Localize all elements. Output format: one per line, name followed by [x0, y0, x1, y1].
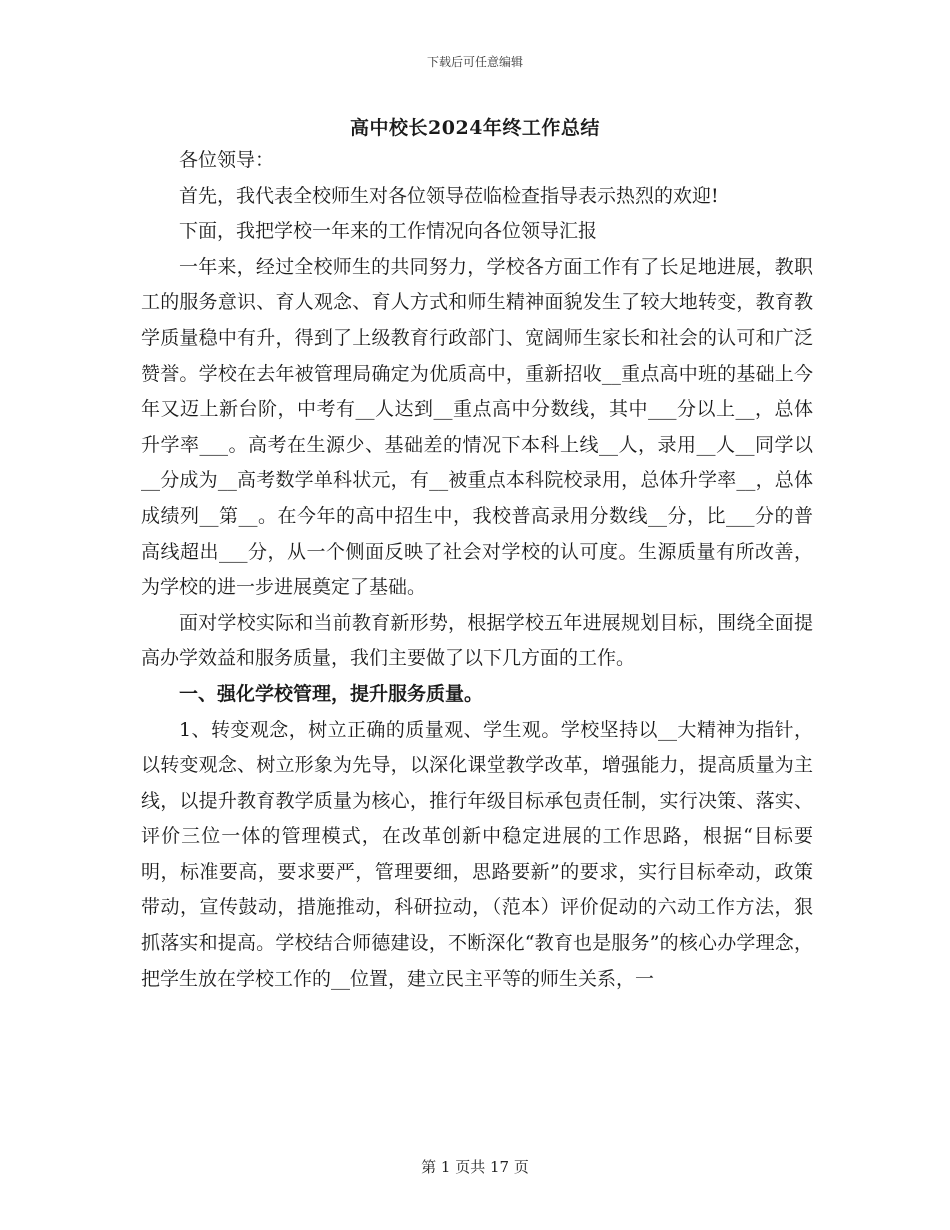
document-title: 高中校长2024年终工作总结 — [350, 117, 600, 139]
achievements-paragraph: 一年来，经过全校师生的共同努力，学校各方面工作有了长足地进展，教职工的服务意识、育人观念、育人方式和师生精神面貌发生了较大地转变，教育教学质量稳中有升，得到了上级教育行政部门、宽阔师生家长和社会的认可和广泛赞誉。学校在去年被管理局确定为优质高中，重新招收__重点高中班的基础上今年又迈上新台阶，中考有__人达到__重点高中分数线，其中___分以上__，总体升学率___。高考在生源少、基础差的情况下本科上线__人，录用__人__同学以__分成为__高考数学单科状元，有__被重点本科院校录用，总体升学率__，总体成绩列__第__。在今年的高中招生中，我校普高录用分数线__分，比___分的普高线超出___分，从一个侧面反映了社会对学校的认可度。生源质量有所改善，为学校的进一步进展奠定了基础。 — [141, 255, 813, 599]
section-heading: 一、强化学校管理，提升服务质量。 — [179, 682, 484, 705]
page-number-footer: 第 1 页共 17 页 — [421, 1158, 529, 1176]
overview-paragraph: 面对学校实际和当前教育新形势，根据学校五年进展规划目标，围绕全面提高办学效益和服务质量，我们主要做了以下几方面的工作。 — [141, 611, 813, 670]
salutation-paragraph: 各位领导： — [179, 149, 275, 171]
section-point-paragraph: 1、转变观念，树立正确的质量观、学生观。学校坚持以__大精神为指针，以转变观念、树立形象为先导，以深化课堂教学改革，增强能力，提高质量为主线，以提升教育教学质量为核心，推行年级目标承包责任制，实行决策、落实、评价三位一体的管理模式，在改革创新中稳定进展的工作思路，根据“目标要明，标准要高，要求要严，管理要细，思路要新”的要求，实行目标牵动，政策带动，宣传鼓动，措施推动，科研拉动，（范本）评价促动的六动工作方法，狠抓落实和提高。学校结合师德建设，不断深化“教育也是服务”的核心办学理念，把学生放在学校工作的__位置，建立民主平等的师生关系，一 — [141, 718, 813, 990]
document-body — [141, 143, 813, 997]
welcome-paragraph: 首先，我代表全校师生对各位领导莅临检查指导表示热烈的欢迎! — [179, 184, 719, 207]
page-header-note: 下载后可任意编辑 — [426, 55, 523, 69]
report-intro-paragraph: 下面，我把学校一年来的工作情况向各位领导汇报 — [179, 220, 598, 243]
